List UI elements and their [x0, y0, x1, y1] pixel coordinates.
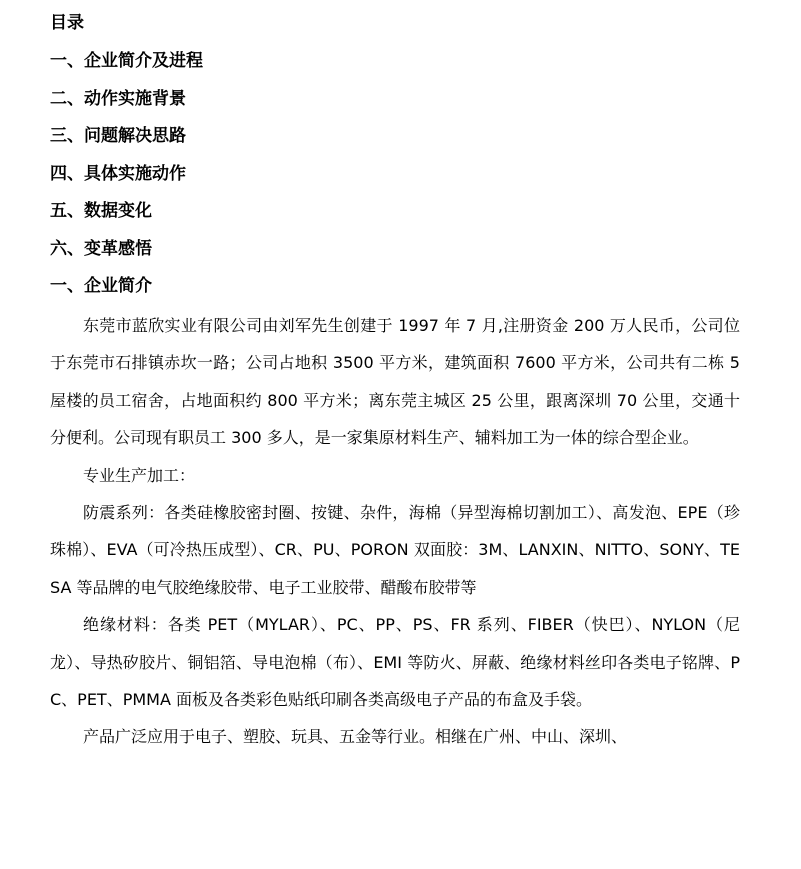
paragraph-production-label: 专业生产加工：: [83, 465, 196, 485]
section-body: [50, 307, 740, 756]
toc-item: 一、企业简介及进程: [50, 51, 203, 71]
paragraph-shockproof-series: 防震系列：各类硅橡胶密封圈、按键、杂件，海棉（异型海棉切割加工）、高发泡、EPE（珍珠棉）、EVA（可冷热压成型）、CR、PU、PORON 双面胶：3M、LANXIN、NITTO、SONY、TESA 等品牌的电气胶绝缘胶带、电子工业胶带、醋酸布胶带等: [50, 503, 740, 597]
paragraph-company-intro: 东莞市蓝欣实业有限公司由刘军先生创建于 1997 年 7 月,注册资金 200 万人民币，公司位于东莞市石排镇赤坎一路；公司占地积 3500 平方米，建筑面积 7600 平方米，公司共有二栋 5 屋楼的员工宿舍，占地面积约 800 平方米；离东莞主城区 25 公里，跟离深圳 70 公里，交通十分便利。公司现有职员工 300 多人，是一家集原材料生产、辅料加工为一体的综合型企业。: [50, 316, 740, 448]
table-of-contents: [50, 49, 203, 274]
toc-item: 四、具体实施动作: [50, 163, 186, 184]
toc-title: 目录: [50, 13, 84, 33]
toc-item: 三、问题解决思路: [50, 126, 186, 146]
paragraph-insulation-materials: 绝缘材料：各类 PET（MYLAR）、PC、PP、PS、FR 系列、FIBER（快巴）、NYLON（尼龙）、导热矽胶片、铜铝箔、导电泡棉（布）、EMI 等防火、屏蔽、绝缘材料丝印各类电子铭牌、PC、PET、PMMA 面板及各类彩色贴纸印刷各类高级电子产品的布盒及手袋。: [50, 615, 740, 710]
paragraph-applications: 产品广泛应用于电子、塑胶、玩具、五金等行业。相继在广州、中山、深圳、: [83, 727, 628, 747]
toc-item: 二、动作实施背景: [50, 88, 186, 109]
toc-item: 五、数据变化: [50, 201, 152, 221]
toc-item: 六、变革感悟: [50, 238, 152, 259]
section-heading: 一、企业简介: [50, 276, 152, 296]
